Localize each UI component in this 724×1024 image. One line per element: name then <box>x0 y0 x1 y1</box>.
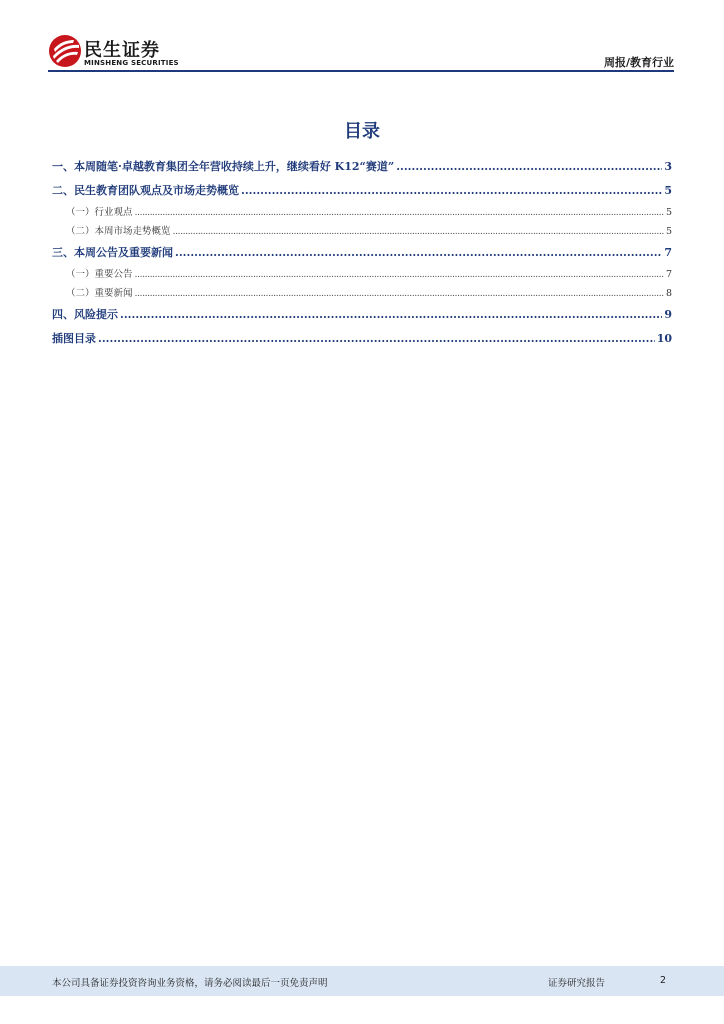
header-divider <box>48 70 674 72</box>
toc-entry-page: 5 <box>664 184 672 197</box>
toc-entry-label: 四、风险提示 <box>52 308 118 321</box>
logo-english-name: MINSHENG SECURITIES <box>84 59 179 67</box>
toc-entry-page: 9 <box>664 308 672 321</box>
toc-entry-label: 三、本周公告及重要新闻 <box>52 246 173 259</box>
page-number: 2 <box>660 975 667 986</box>
table-of-contents <box>52 155 672 351</box>
company-logo <box>48 34 188 72</box>
toc-leader-dots <box>241 179 662 203</box>
toc-subentry[interactable] <box>52 222 672 241</box>
footer-report-type: 证券研究报告 <box>548 978 606 989</box>
toc-entry-label: （一）行业观点 <box>66 207 133 218</box>
toc-leader-dots <box>135 265 664 284</box>
toc-entry-label: 一、本周随笔·卓越教育集团全年营收持续上升，继续看好 K12“赛道” <box>52 160 395 173</box>
toc-title: 目录 <box>344 121 380 142</box>
toc-subentry[interactable] <box>52 284 672 303</box>
toc-entry-page: 3 <box>664 160 672 173</box>
toc-entry[interactable] <box>52 179 672 203</box>
toc-entry-label: （二）重要新闻 <box>66 288 133 299</box>
toc-leader-dots <box>173 222 664 241</box>
page-footer <box>0 966 724 996</box>
toc-entry-label: 插图目录 <box>52 332 96 345</box>
toc-entry-page: 5 <box>665 207 672 218</box>
toc-leader-dots <box>98 327 655 351</box>
toc-entry[interactable] <box>52 327 672 351</box>
toc-leader-dots <box>135 203 664 222</box>
toc-leader-dots <box>135 284 664 303</box>
toc-entry-page: 7 <box>664 246 672 259</box>
toc-entry-page: 8 <box>665 288 672 299</box>
toc-entry[interactable] <box>52 155 672 179</box>
toc-entry[interactable] <box>52 241 672 265</box>
toc-leader-dots <box>120 303 662 327</box>
toc-subentry[interactable] <box>52 265 672 284</box>
toc-entry-page: 7 <box>665 269 672 280</box>
toc-entry-label: （二）本周市场走势概览 <box>66 226 171 237</box>
toc-entry-label: （一）重要公告 <box>66 269 133 280</box>
toc-entry-page: 10 <box>656 332 672 345</box>
toc-entry[interactable] <box>52 303 672 327</box>
document-type: 周报/教育行业 <box>603 56 674 69</box>
toc-subentry[interactable] <box>52 203 672 222</box>
toc-leader-dots <box>175 241 662 265</box>
logo-emblem-icon <box>48 34 82 68</box>
page-header <box>48 30 674 74</box>
toc-leader-dots <box>396 155 662 179</box>
toc-entry-page: 5 <box>665 226 672 237</box>
footer-disclaimer: 本公司具备证券投资咨询业务资格，请务必阅读最后一页免责声明 <box>52 978 328 989</box>
toc-entry-label: 二、民生教育团队观点及市场走势概览 <box>52 184 239 197</box>
logo-chinese-name: 民生证券 <box>84 40 160 61</box>
